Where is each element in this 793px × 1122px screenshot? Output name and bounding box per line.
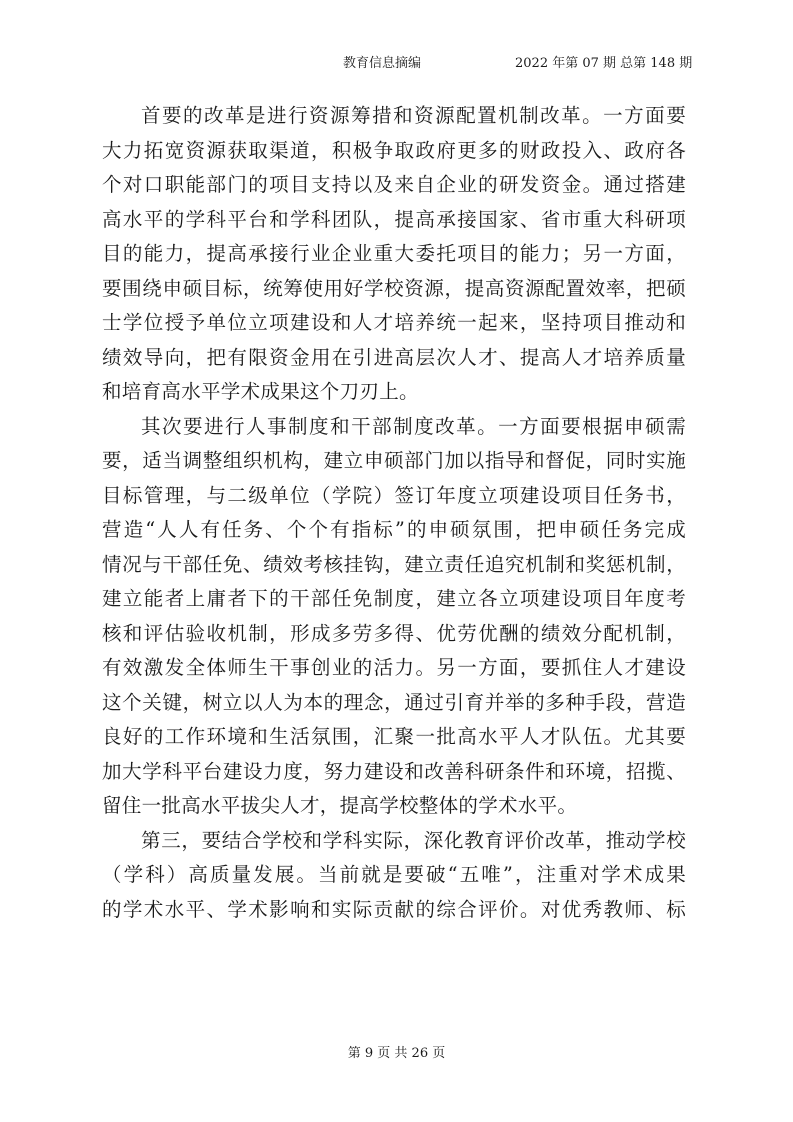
- page-footer: [0, 1042, 793, 1061]
- text-line: 和培育高水平学术成果这个刀刃上。: [102, 380, 419, 403]
- text-line: 建立能者上庸者下的干部任免制度，建立各立项建设项目年度考: [102, 587, 686, 610]
- text-line: 情况与干部任免、绩效考核挂钩，建立责任追究机制和奖惩机制，: [102, 552, 686, 576]
- text-line: 第三，要结合学校和学科实际，深化教育评价改革，推动学校: [141, 828, 686, 852]
- text-line: 高水平的学科平台和学科团队，提高承接国家、省市重大科研项: [102, 207, 686, 231]
- page-header: [60, 52, 693, 72]
- article-body: [102, 99, 686, 927]
- text-line: 目标管理，与二级单位（学院）签订年度立项建设项目任务书，: [102, 483, 686, 507]
- text-line: 要，适当调整组织机构，建立申硕部门加以指导和督促，同时实施: [102, 449, 686, 472]
- text-line: 首要的改革是进行资源筹措和资源配置机制改革。一方面要: [141, 104, 686, 127]
- paragraph-evaluation-reform: [102, 824, 686, 928]
- text-line: 目的能力，提高承接行业企业重大委托项目的能力；另一方面，: [102, 242, 686, 265]
- text-line: 大力拓宽资源获取渠道，积极争取政府更多的财政投入、政府各: [102, 138, 686, 162]
- text-line: 营造“人人有任务、个个有指标”的申硕氛围，把申硕任务完成: [102, 518, 686, 541]
- text-line: 要围绕申硕目标，统筹使用好学校资源，提高资源配置效率，把硕: [102, 276, 686, 300]
- text-line: 加大学科平台建设力度，努力建设和改善科研条件和环境，招揽、: [102, 759, 686, 783]
- text-line: （学科）高质量发展。当前就是要破“五唯”，注重对学术成果: [102, 863, 686, 886]
- text-line: 核和评估验收机制，形成多劳多得、优劳优酬的绩效分配机制，: [102, 621, 686, 645]
- paragraph-personnel-reform: [102, 410, 686, 824]
- text-line: 其次要进行人事制度和干部制度改革。一方面要根据申硕需: [141, 414, 686, 438]
- paragraph-resource-reform: [102, 99, 686, 410]
- text-line: 绩效导向，把有限资金用在引进高层次人才、提高人才培养质量: [102, 345, 686, 369]
- text-line: 这个关键，树立以人为本的理念，通过引育并举的多种手段，营造: [102, 690, 686, 714]
- publication-title: 教育信息摘编: [343, 56, 422, 71]
- issue-info: 2022 年第 07 期 总第 148 期: [515, 56, 693, 71]
- text-line: 个对口职能部门的项目支持以及来自企业的研发资金。通过搭建: [102, 173, 686, 196]
- text-line: 有效激发全体师生干事创业的活力。另一方面，要抓住人才建设: [102, 656, 686, 679]
- text-line: 的学术水平、学术影响和实际贡献的综合评价。对优秀教师、标: [102, 897, 686, 921]
- text-line: 良好的工作环境和生活氛围，汇聚一批高水平人才队伍。尤其要: [102, 725, 686, 748]
- page-number: 第 9 页 共 26 页: [347, 1046, 446, 1061]
- text-line: 士学位授予单位立项建设和人才培养统一起来，坚持项目推动和: [102, 311, 686, 334]
- text-line: 留住一批高水平拔尖人才，提高学校整体的学术水平。: [102, 794, 578, 817]
